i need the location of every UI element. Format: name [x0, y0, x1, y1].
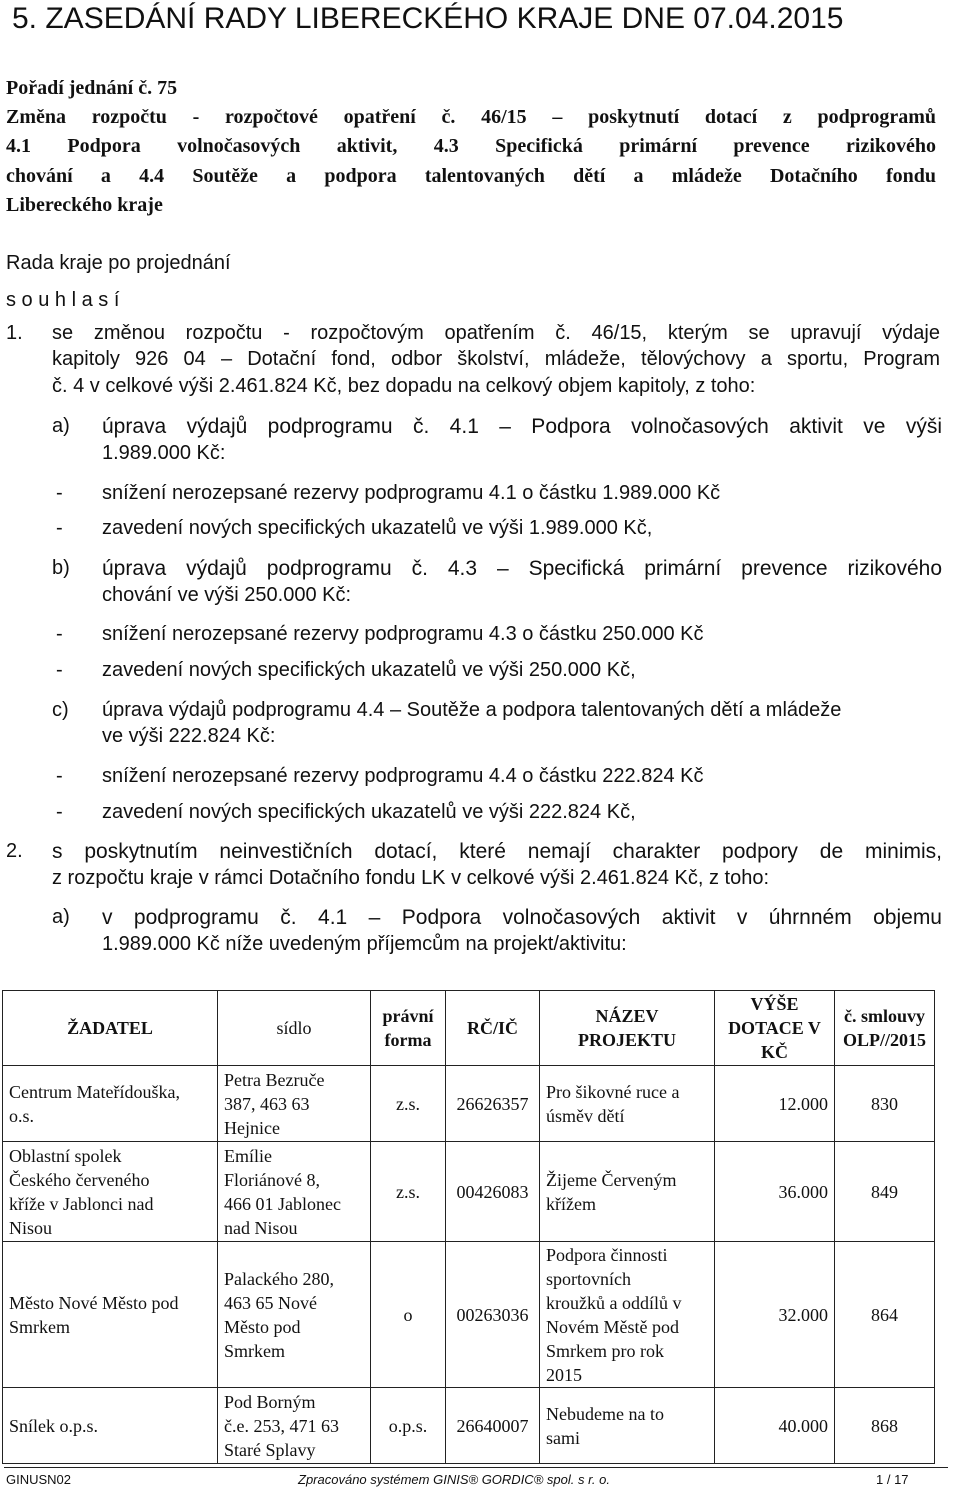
- council-verdict: s o u h l a s í: [6, 289, 120, 311]
- cell-line: Oblastní spolek: [9, 1145, 122, 1166]
- cell-line: Smrkem pro rok: [546, 1340, 664, 1361]
- header-amount-line: KČ: [761, 1042, 788, 1062]
- cell-contract: 849: [835, 1142, 935, 1242]
- cell-project: [540, 1388, 715, 1464]
- cell-amount: 36.000: [715, 1142, 835, 1242]
- cell-contract: 830: [835, 1066, 935, 1142]
- cell-line: 463 65 Nové: [224, 1292, 317, 1313]
- cell-line: 387, 463 63: [224, 1093, 310, 1114]
- cell-line: Město Nové Město pod: [9, 1292, 179, 1313]
- cell-amount: 40.000: [715, 1388, 835, 1464]
- header-amount: [715, 991, 835, 1066]
- cell-line: sportovních: [546, 1268, 631, 1289]
- cell-line: Palackého 280,: [224, 1268, 334, 1289]
- cell-line: Nisou: [9, 1217, 53, 1238]
- cell-id: 26626357: [446, 1066, 540, 1142]
- cell-line: Staré Splavy: [224, 1439, 316, 1460]
- header-seat: sídlo: [218, 991, 371, 1066]
- cell-legal-form: z.s.: [371, 1142, 446, 1242]
- cell-contract: 864: [835, 1242, 935, 1388]
- header-legal-form-line: právní: [382, 1006, 434, 1026]
- cell-line: 466 01 Jablonec: [224, 1193, 341, 1214]
- cell-legal-form: o.p.s.: [371, 1388, 446, 1464]
- cell-applicant: [3, 1066, 218, 1142]
- bullet-text: snížení nerozepsané rezervy podprogramu 4.3 o částku 250.000 Kč: [102, 623, 704, 645]
- header-contract: [835, 991, 935, 1066]
- cell-line: č.e. 253, 471 63: [224, 1415, 339, 1436]
- bullet-text: zavedení nových specifických ukazatelů ve výši 250.000 Kč,: [102, 659, 636, 681]
- header-project: [540, 991, 715, 1066]
- cell-line: Snílek o.p.s.: [9, 1415, 99, 1436]
- agenda-subject-line: Změna rozpočtu - rozpočtové opatření č. 46/15 – poskytnutí dotací z podprogramů: [6, 106, 936, 128]
- agenda-subject-line: chování a 4.4 Soutěže a podpora talentovaných dětí a mládeže Dotačního fondu: [6, 165, 936, 187]
- cell-line: úsměv dětí: [546, 1105, 625, 1126]
- table-row: [3, 1142, 935, 1242]
- subitem-line: v podprogramu č. 4.1 – Podpora volnočasových aktivit v úhrnném objemu: [102, 906, 942, 929]
- document-title: 5. ZASEDÁNÍ RADY LIBERECKÉHO KRAJE DNE 07.04.2015: [12, 2, 844, 35]
- cell-line: křížem: [546, 1193, 596, 1214]
- subitem-letter: a): [52, 906, 70, 928]
- subitem-line: úprava výdajů podprogramu č. 4.3 – Specifická primární prevence rizikového: [102, 557, 942, 580]
- cell-amount: 12.000: [715, 1066, 835, 1142]
- cell-applicant: [3, 1388, 218, 1464]
- cell-seat: [218, 1242, 371, 1388]
- cell-line: Žijeme Červeným: [546, 1169, 677, 1190]
- footer-divider: [4, 1467, 948, 1468]
- cell-id: 00263036: [446, 1242, 540, 1388]
- header-applicant: ŽADATEL: [3, 991, 218, 1066]
- table-row: [3, 1242, 935, 1388]
- cell-line: Českého červeného: [9, 1169, 150, 1190]
- cell-line: nad Nisou: [224, 1217, 298, 1238]
- bullet-text: zavedení nových specifických ukazatelů ve výši 222.824 Kč,: [102, 801, 636, 823]
- bullet-dash: -: [56, 801, 63, 823]
- cell-line: Petra Bezruče: [224, 1069, 325, 1090]
- cell-line: Město pod: [224, 1316, 301, 1337]
- header-project-line: PROJEKTU: [577, 1030, 676, 1050]
- council-intro: Rada kraje po projednání: [6, 252, 231, 274]
- subitem-line: úprava výdajů podprogramu č. 4.1 – Podpora volnočasových aktivit ve výši: [102, 415, 942, 438]
- agenda-order: Pořadí jednání č. 75: [6, 77, 178, 99]
- footer-system: Zpracováno systémem GINIS® GORDIC® spol. s r. o.: [298, 1472, 610, 1487]
- table-row: [3, 1066, 935, 1142]
- subitem-line: chování ve výši 250.000 Kč:: [102, 584, 352, 606]
- cell-project: [540, 1142, 715, 1242]
- item-line: se změnou rozpočtu - rozpočtovým opatřením č. 46/15, kterým se upravují výdaje: [52, 322, 940, 344]
- bullet-dash: -: [56, 623, 63, 645]
- subitem-line: ve výši 222.824 Kč:: [102, 725, 276, 747]
- item-line: č. 4 v celkové výši 2.461.824 Kč, bez dopadu na celkový objem kapitoly, z toho:: [52, 375, 756, 397]
- cell-line: o.s.: [9, 1105, 35, 1126]
- cell-line: kroužků a oddílů v: [546, 1292, 682, 1313]
- bullet-text: zavedení nových specifických ukazatelů ve výši 1.989.000 Kč,: [102, 517, 653, 539]
- cell-contract: 868: [835, 1388, 935, 1464]
- cell-applicant: [3, 1142, 218, 1242]
- cell-line: Emílie: [224, 1145, 272, 1166]
- footer-doc-code: GINUSN02: [6, 1472, 72, 1487]
- subitem-letter: a): [52, 415, 70, 437]
- cell-seat: [218, 1142, 371, 1242]
- table-row: [3, 1388, 935, 1464]
- cell-line: Smrkem: [9, 1316, 70, 1337]
- bullet-dash: -: [56, 765, 63, 787]
- cell-line: Novém Městě pod: [546, 1316, 679, 1337]
- subitem-line: 1.989.000 Kč níže uvedeným příjemcům na projekt/aktivitu:: [102, 933, 627, 955]
- cell-seat: [218, 1388, 371, 1464]
- agenda-subject-line: Libereckého kraje: [6, 194, 163, 216]
- item-number: 1.: [6, 322, 23, 344]
- grant-table: [2, 990, 935, 1464]
- cell-line: Pro šikovné ruce a: [546, 1081, 680, 1102]
- cell-line: Smrkem: [224, 1340, 285, 1361]
- subitem-letter: c): [52, 699, 69, 721]
- cell-line: kříže v Jablonci nad: [9, 1193, 154, 1214]
- cell-line: Hejnice: [224, 1117, 280, 1138]
- subitem-line: úprava výdajů podprogramu 4.4 – Soutěže a podpora talentovaných dětí a mládeže: [102, 699, 842, 721]
- cell-project: [540, 1242, 715, 1388]
- item-line: kapitoly 926 04 – Dotační fond, odbor školství, mládeže, tělovýchovy a sportu, Program: [52, 348, 940, 370]
- cell-line: Centrum Mateřídouška,: [9, 1081, 180, 1102]
- header-contract-line: č. smlouvy: [844, 1006, 925, 1026]
- item-number: 2.: [6, 840, 23, 862]
- cell-project: [540, 1066, 715, 1142]
- header-legal-form: [371, 991, 446, 1066]
- header-amount-line: DOTACE V: [728, 1018, 821, 1038]
- subitem-letter: b): [52, 557, 70, 579]
- header-contract-line: OLP//2015: [842, 1030, 926, 1050]
- item-line: z rozpočtu kraje v rámci Dotačního fondu LK v celkové výši 2.461.824 Kč, z toho:: [52, 867, 770, 889]
- item-line: s poskytnutím neinvestičních dotací, které nemají charakter podpory de minimis,: [52, 840, 942, 863]
- cell-legal-form: o: [371, 1242, 446, 1388]
- cell-line: Nebudeme na to: [546, 1403, 664, 1424]
- bullet-text: snížení nerozepsané rezervy podprogramu 4.4 o částku 222.824 Kč: [102, 765, 704, 787]
- cell-id: 26640007: [446, 1388, 540, 1464]
- cell-id: 00426083: [446, 1142, 540, 1242]
- header-amount-line: VÝŠE: [750, 994, 799, 1014]
- footer-page-number: 1 / 17: [876, 1472, 909, 1487]
- bullet-dash: -: [56, 517, 63, 539]
- bullet-text: snížení nerozepsané rezervy podprogramu 4.1 o částku 1.989.000 Kč: [102, 482, 721, 504]
- subitem-line: 1.989.000 Kč:: [102, 442, 226, 464]
- table-header-row: [3, 991, 935, 1066]
- header-legal-form-line: forma: [384, 1030, 432, 1050]
- cell-seat: [218, 1066, 371, 1142]
- cell-legal-form: z.s.: [371, 1066, 446, 1142]
- header-id: RČ/IČ: [446, 991, 540, 1066]
- cell-line: Pod Borným: [224, 1391, 316, 1412]
- agenda-subject-line: 4.1 Podpora volnočasových aktivit, 4.3 Specifická primární prevence rizikového: [6, 135, 936, 157]
- cell-line: Floriánové 8,: [224, 1169, 320, 1190]
- cell-line: sami: [546, 1427, 580, 1448]
- cell-line: Podpora činnosti: [546, 1244, 668, 1265]
- cell-applicant: [3, 1242, 218, 1388]
- bullet-dash: -: [56, 659, 63, 681]
- bullet-dash: -: [56, 482, 63, 504]
- cell-amount: 32.000: [715, 1242, 835, 1388]
- cell-line: 2015: [546, 1364, 582, 1385]
- header-project-line: NÁZEV: [595, 1006, 659, 1026]
